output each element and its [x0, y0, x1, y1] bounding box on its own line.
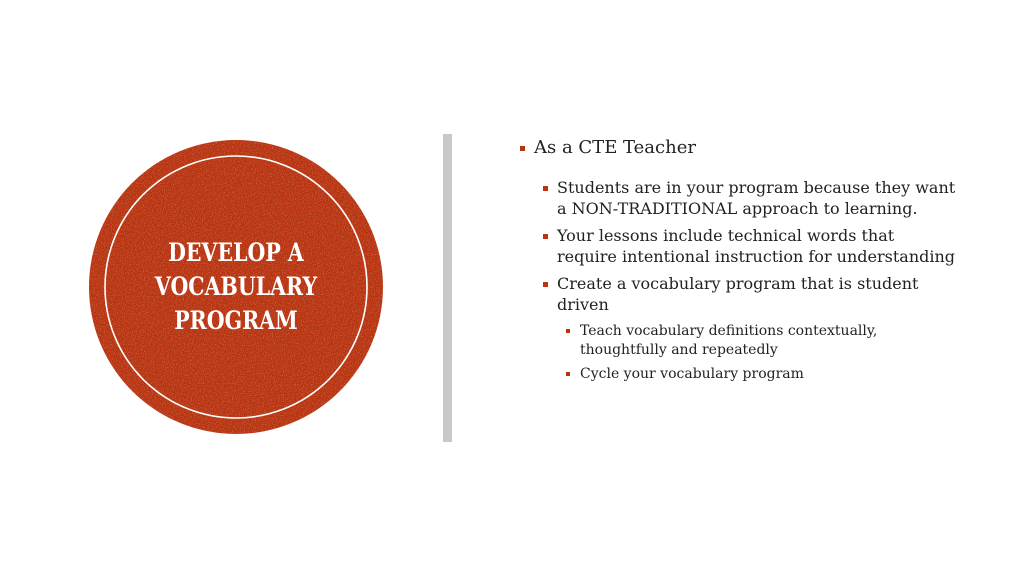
- bullet-text: Create a vocabulary program that is student driven: [557, 274, 919, 314]
- square-bullet-icon: [566, 329, 570, 333]
- bullet-text: Teach vocabulary definitions contextually, thoughtfully and repeatedly: [580, 323, 878, 358]
- square-bullet-icon: [520, 146, 525, 151]
- square-bullet-icon: [566, 372, 570, 376]
- bullet-text: Students are in your program because they want a NON-TRADITIONAL approach to learning.: [557, 178, 956, 218]
- bullet-item-6: [518, 365, 958, 384]
- title-circle: [89, 140, 383, 434]
- bullet-text: Cycle your vocabulary program: [580, 366, 804, 382]
- bullet-item-1: [518, 136, 958, 160]
- title-line-1: DEVELOP A: [168, 238, 304, 267]
- title-line-3: PROGRAM: [174, 306, 298, 335]
- square-bullet-icon: [543, 186, 548, 191]
- bullet-item-4: [518, 274, 958, 315]
- vertical-divider: [443, 134, 452, 442]
- bullet-item-5: [518, 322, 958, 359]
- slide-title: [115, 140, 356, 434]
- square-bullet-icon: [543, 282, 548, 287]
- bullet-item-3: [518, 226, 958, 267]
- bullet-list: [518, 136, 958, 390]
- square-bullet-icon: [543, 234, 548, 239]
- bullet-item-2: [518, 178, 958, 219]
- title-line-2: VOCABULARY: [154, 272, 318, 301]
- bullet-text: Your lessons include technical words that require intentional instruction for understanding: [557, 226, 956, 266]
- bullet-text: As a CTE Teacher: [534, 137, 696, 158]
